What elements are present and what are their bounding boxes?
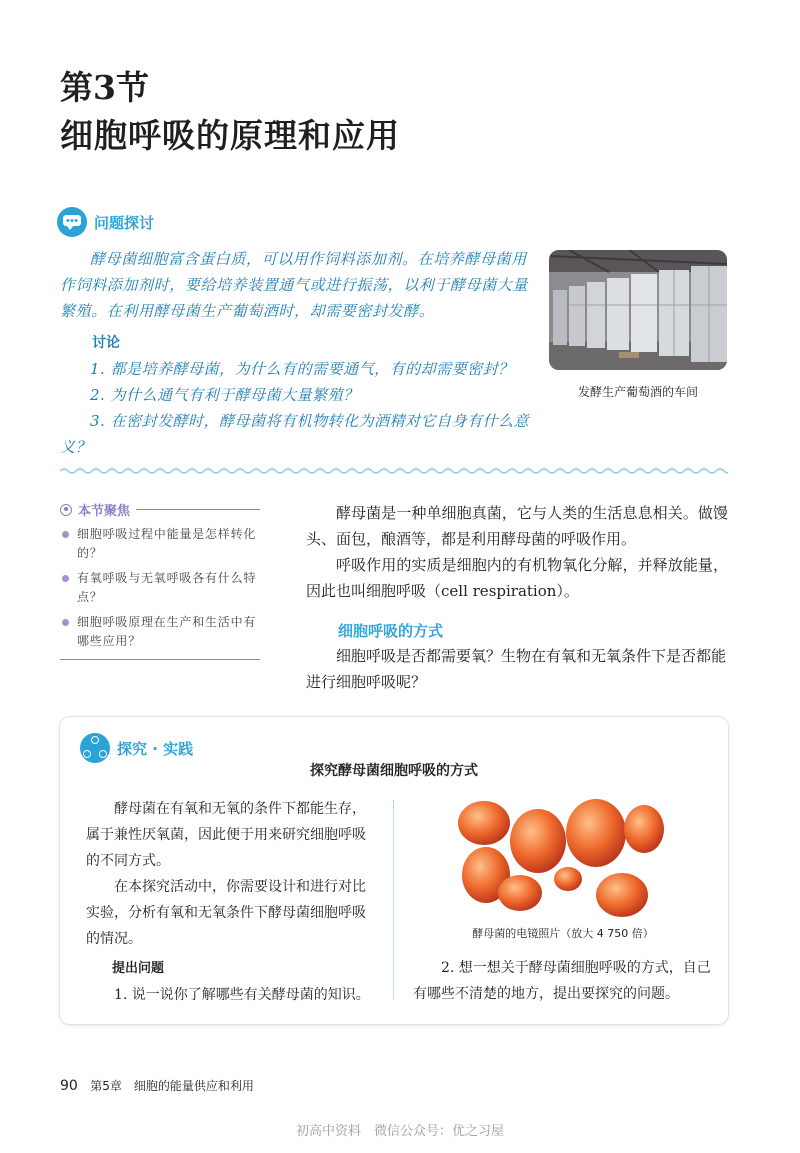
explore-paragraph: 在本探究活动中，你需要设计和进行对比实验，分析有氧和无氧条件下酵母菌细胞呼吸的情况。 bbox=[86, 879, 366, 947]
speech-bubble-icon bbox=[57, 207, 87, 237]
body-paragraph: 呼吸作用的实质是细胞内的有机物氧化分解，并释放能量，因此也叫细胞呼吸（cell respiration）。 bbox=[306, 556, 728, 600]
subheading: 细胞呼吸的方式 bbox=[338, 622, 444, 640]
body-paragraph: 酵母菌是一种单细胞真菌，它与人类的生活息息相关。做馒头、面包，酿酒等，都是利用酵母菌的呼吸作用。 bbox=[306, 504, 728, 548]
explore-subheading: 提出问题 bbox=[112, 961, 165, 976]
question-label: 问题探讨 bbox=[94, 213, 155, 232]
discussion-item: 2. 为什么通气有利于酵母菌大量繁殖？ bbox=[90, 386, 359, 404]
section-title: 细胞呼吸的原理和应用 bbox=[60, 116, 400, 155]
discussion-label: 讨论 bbox=[92, 335, 120, 351]
discussion-list bbox=[60, 356, 538, 460]
focus-label: 本节聚焦 bbox=[78, 504, 131, 519]
page-footer bbox=[60, 1077, 254, 1094]
explore-label: 探究 · 实践 bbox=[117, 739, 194, 758]
explore-left-column bbox=[86, 796, 376, 1008]
section-number: 第3节 bbox=[60, 68, 149, 107]
bullet-icon bbox=[62, 575, 69, 582]
question-header bbox=[57, 207, 154, 237]
explore-title: 探究酵母菌细胞呼吸的方式 bbox=[310, 763, 478, 779]
molecule-icon bbox=[80, 733, 110, 763]
bullet-icon bbox=[62, 619, 69, 626]
wave-divider bbox=[60, 467, 728, 475]
question-paragraph: 酵母菌细胞富含蛋白质，可以用作饲料添加剂。在培养酵母菌用作饲料添加剂时，要给培养装置通气或进行振荡，以利于酵母菌大量繁殖。在利用酵母菌生产葡萄酒时，却需要密封发酵。 bbox=[60, 250, 529, 320]
photo-caption: 发酵生产葡萄酒的车间 bbox=[577, 385, 698, 399]
focus-item: 细胞呼吸原理在生产和生活中有哪些应用？ bbox=[60, 613, 260, 651]
explore-right-column bbox=[413, 955, 713, 1007]
explore-paragraph: 酵母菌在有氧和无氧的条件下都能生存，属于兼性厌氧菌，因此便于用来研究细胞呼吸的不同方式。 bbox=[86, 801, 366, 869]
body-text-2 bbox=[306, 643, 728, 695]
page-number: 90 bbox=[60, 1078, 78, 1094]
target-icon bbox=[60, 504, 72, 516]
explore-header bbox=[80, 733, 193, 763]
explore-question: 2. 想一想关于酵母菌细胞呼吸的方式，自己有哪些不清楚的地方，提出要探究的问题。 bbox=[413, 960, 711, 1002]
chapter-title: 第5章 细胞的能量供应和利用 bbox=[90, 1079, 254, 1093]
bullet-icon bbox=[62, 531, 69, 538]
discussion-item: 1. 都是培养酵母菌，为什么有的需要通气，有的却需要密封？ bbox=[90, 360, 514, 378]
section-focus-box bbox=[60, 500, 260, 660]
focus-header bbox=[60, 500, 260, 519]
focus-item: 细胞呼吸过程中能量是怎样转化的？ bbox=[60, 525, 260, 563]
body-text bbox=[306, 500, 728, 604]
body-paragraph: 细胞呼吸是否都需要氧？生物在有氧和无氧条件下是否都能进行细胞呼吸呢？ bbox=[306, 647, 727, 691]
wine-factory-photo bbox=[549, 250, 727, 370]
image-caption: 酵母菌的电镜照片（放大 4 750 倍） bbox=[472, 927, 654, 940]
watermark: 初高中资料 微信公众号：优之习屋 bbox=[295, 1124, 504, 1139]
discussion-item: 3. 在密封发酵时，酵母菌将有机物转化为酒精对它自身有什么意义？ bbox=[60, 412, 530, 456]
yeast-micrograph bbox=[456, 793, 666, 921]
focus-item: 有氧呼吸与无氧呼吸各有什么特点？ bbox=[60, 569, 260, 607]
explore-question: 1. 说一说你了解哪些有关酵母菌的知识。 bbox=[114, 987, 370, 1003]
column-divider bbox=[393, 800, 394, 1000]
